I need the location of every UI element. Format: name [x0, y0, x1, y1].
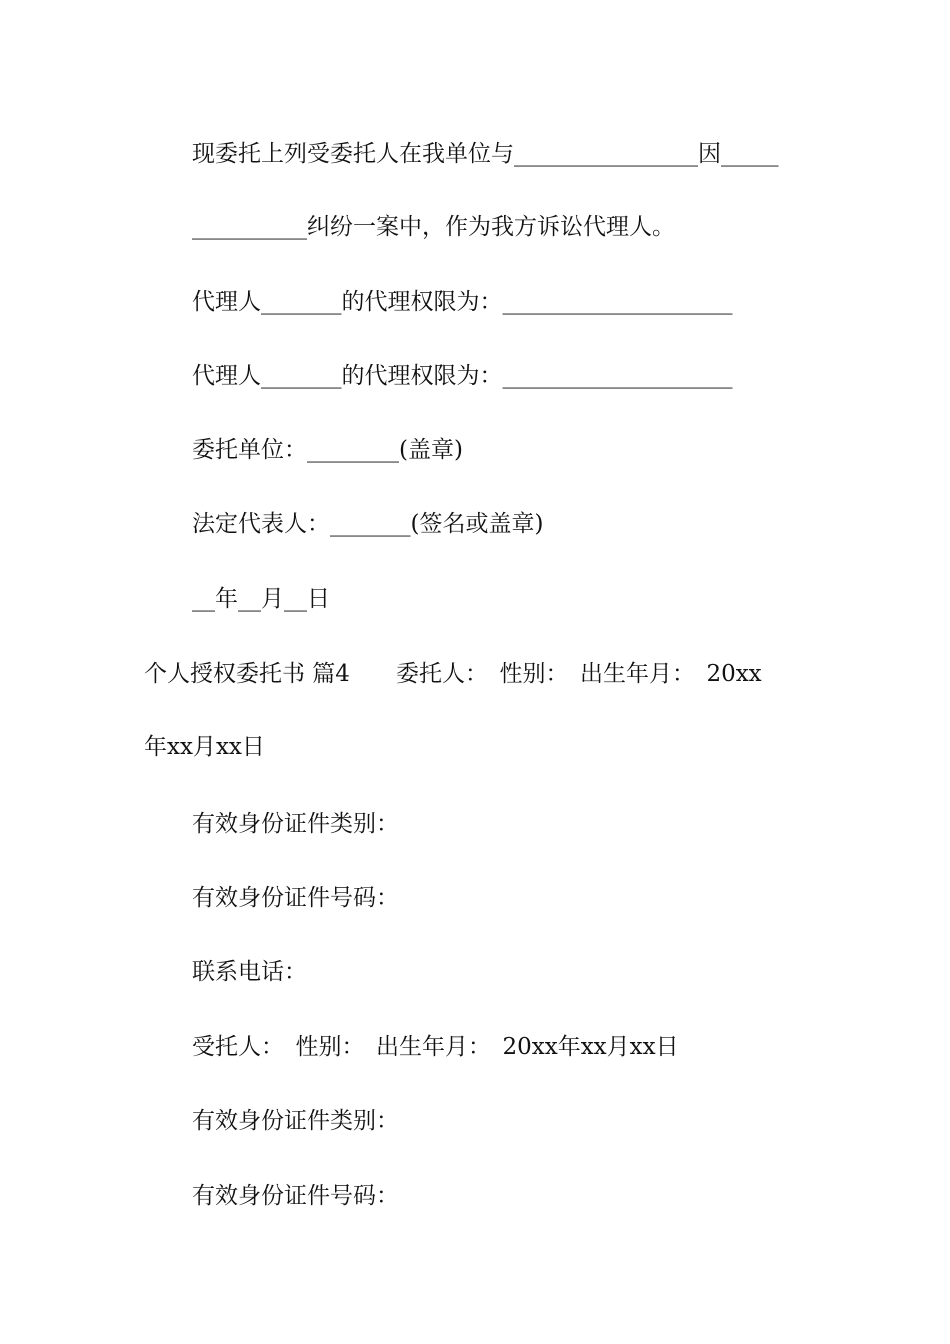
- entrusting-unit-line: 委托单位：________(盖章): [192, 437, 463, 463]
- entrust-statement-line-1: 现委托上列受委托人在我单位与________________因_____: [192, 141, 779, 167]
- date-line: __年__月__日: [192, 586, 330, 612]
- agent-id-number-line: 有效身份证件号码：: [192, 1183, 399, 1209]
- agent-authority-line-1: 代理人_______的代理权限为：____________________: [192, 289, 733, 315]
- principal-phone-line: 联系电话：: [192, 959, 307, 985]
- principal-id-type-line: 有效身份证件类别：: [192, 811, 399, 837]
- legal-representative-line: 法定代表人：_______(签名或盖章): [192, 511, 544, 537]
- principal-birthdate-line: 年xx月xx日: [144, 734, 265, 760]
- section-heading-line: 个人授权委托书 篇4 委托人： 性别： 出生年月： 20xx: [144, 661, 762, 687]
- principal-id-number-line: 有效身份证件号码：: [192, 885, 399, 911]
- agent-authority-line-2: 代理人_______的代理权限为：____________________: [192, 363, 733, 389]
- entrust-statement-line-2: __________纠纷一案中，作为我方诉讼代理人。: [192, 214, 675, 240]
- agent-info-line: 受托人： 性别： 出生年月： 20xx年xx月xx日: [192, 1034, 679, 1060]
- agent-id-type-line: 有效身份证件类别：: [192, 1108, 399, 1134]
